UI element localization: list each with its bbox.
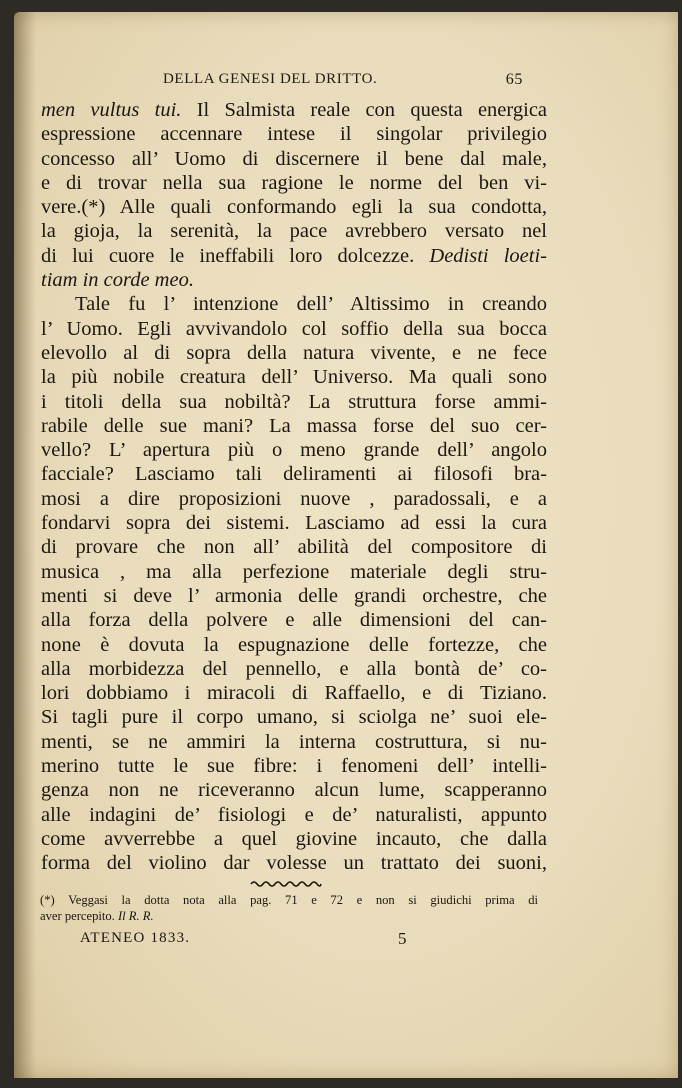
text-segment: facciale? Lasciamo tali deliramenti ai filosofi bra- [41,463,547,486]
text-segment: Tale fu l’ intenzione dell’ Altissimo in creando [75,293,547,316]
text-segment: la più nobile creatura dell’ Universo. Ma quali sono [41,366,547,389]
text-line [41,827,547,851]
text-line [41,511,547,535]
text-segment: Il Salmista reale con questa energica [181,99,548,121]
text-line [41,730,547,754]
text-segment: Si tagli pure il corpo umano, si sciolga ne’ suoi ele- [41,706,547,729]
text-segment: (*) Veggasi la dotta nota alla pag. 71 e 72 e non si giudichi prima di [40,893,538,907]
text-line [41,803,547,827]
text-segment: come avverrebbe a quel giovine incauto, che dalla [41,827,547,850]
footnote [40,893,538,924]
italic-text: tiam in corde meo. [41,269,194,292]
footnote-ornamental-rule [250,880,322,888]
text-line [41,754,547,778]
text-segment: fondarvi sopra dei sistemi. Lasciamo ad essi la cura [41,512,547,535]
footnote-line [40,893,538,909]
text-segment: di lui cuore le ineffabili loro dolcezze. [41,244,430,267]
text-segment: la gioja, la serenità, la pace avrebbero versato nel [41,220,547,243]
text-line [41,462,547,486]
text-segment: vere.(*) Alle quali conformando egli la sua condotta, [41,196,547,219]
text-segment: di provare che non all’ abilità del compositore di [41,536,547,559]
text-segment: aver percepito. [40,908,118,923]
italic-text: Dedisti loeti- [429,244,547,267]
text-line [41,851,547,875]
text-line [41,98,547,122]
text-segment: espressione accennare intese il singolar privilegio [41,123,547,146]
text-line [41,341,547,365]
text-line [41,122,547,146]
text-line [41,292,547,316]
text-line [41,171,547,195]
text-segment: alla morbidezza del pennello, e alla bontà de’ co- [41,657,547,680]
text-segment: l’ Uomo. Egli avvivandolo col soffio della sua bocca [41,317,547,340]
text-line [41,195,547,219]
text-segment: elevollo al di sopra della natura vivente, e ne fece [41,341,547,364]
text-segment: menti, se ne ammiri la interna costruttura, si nu- [41,730,547,753]
text-line [41,244,547,268]
text-segment: lori dobbiamo i miracoli di Raffaello, e di Tiziano. [41,682,547,705]
text-line [41,560,547,584]
text-line [41,147,547,171]
text-line [41,535,547,559]
text-line [41,414,547,438]
text-segment: menti si deve l’ armonia delle grandi orchestre, che [41,584,547,607]
page-gutter-shadow [14,12,36,1078]
text-line [41,438,547,462]
text-line [41,219,547,243]
text-segment: musica , ma alla perfezione materiale degli stru- [41,560,547,583]
text-line [41,584,547,608]
italic-text: men vultus tui. [41,99,182,121]
text-segment: genza non ne riceveranno alcun lume, scapperanno [41,779,547,802]
body-text [41,98,547,876]
text-segment: concesso all’ Uomo di discernere il bene dal male, [41,147,547,170]
text-line [41,487,547,511]
running-title: DELLA GENESI DEL DRITTO. [163,71,378,87]
text-segment: forma del violino dar volesse un trattato dei suoni, [41,852,547,875]
text-segment: rabile delle sue mani? La massa forse del suo cer- [41,414,547,437]
running-head [163,71,523,93]
text-segment: none è dovuta la espugnazione delle fortezze, che [41,633,547,656]
text-line [41,705,547,729]
signature-mark: ATENEO 1833. [80,930,191,946]
signature-number: 5 [398,929,407,948]
text-line [41,608,547,632]
text-segment: merino tutte le sue fibre: i fenomeni dell’ intelli- [41,755,547,778]
text-line [41,317,547,341]
text-line [41,778,547,802]
page-number: 65 [505,71,523,88]
text-segment: mosi a dire proposizioni nuove , paradossali, e a [41,487,547,510]
text-segment: vello? L’ apertura più o meno grande dell’ angolo [41,439,547,462]
text-line [41,268,547,292]
text-line [41,390,547,414]
text-segment: e di trovar nella sua ragione le norme del ben vi- [41,171,547,194]
text-line [41,657,547,681]
text-segment: i titoli della sua nobiltà? La struttura forse ammi- [41,390,547,413]
text-line [41,365,547,389]
italic-text: Il R. R. [117,908,154,923]
text-segment: alla forza della polvere e alle dimensioni del can- [41,609,547,632]
text-line [41,633,547,657]
text-segment: alle indagini de’ fisiologi e de’ naturalisti, appunto [41,803,547,826]
text-line [41,681,547,705]
footnote-line [40,909,538,925]
